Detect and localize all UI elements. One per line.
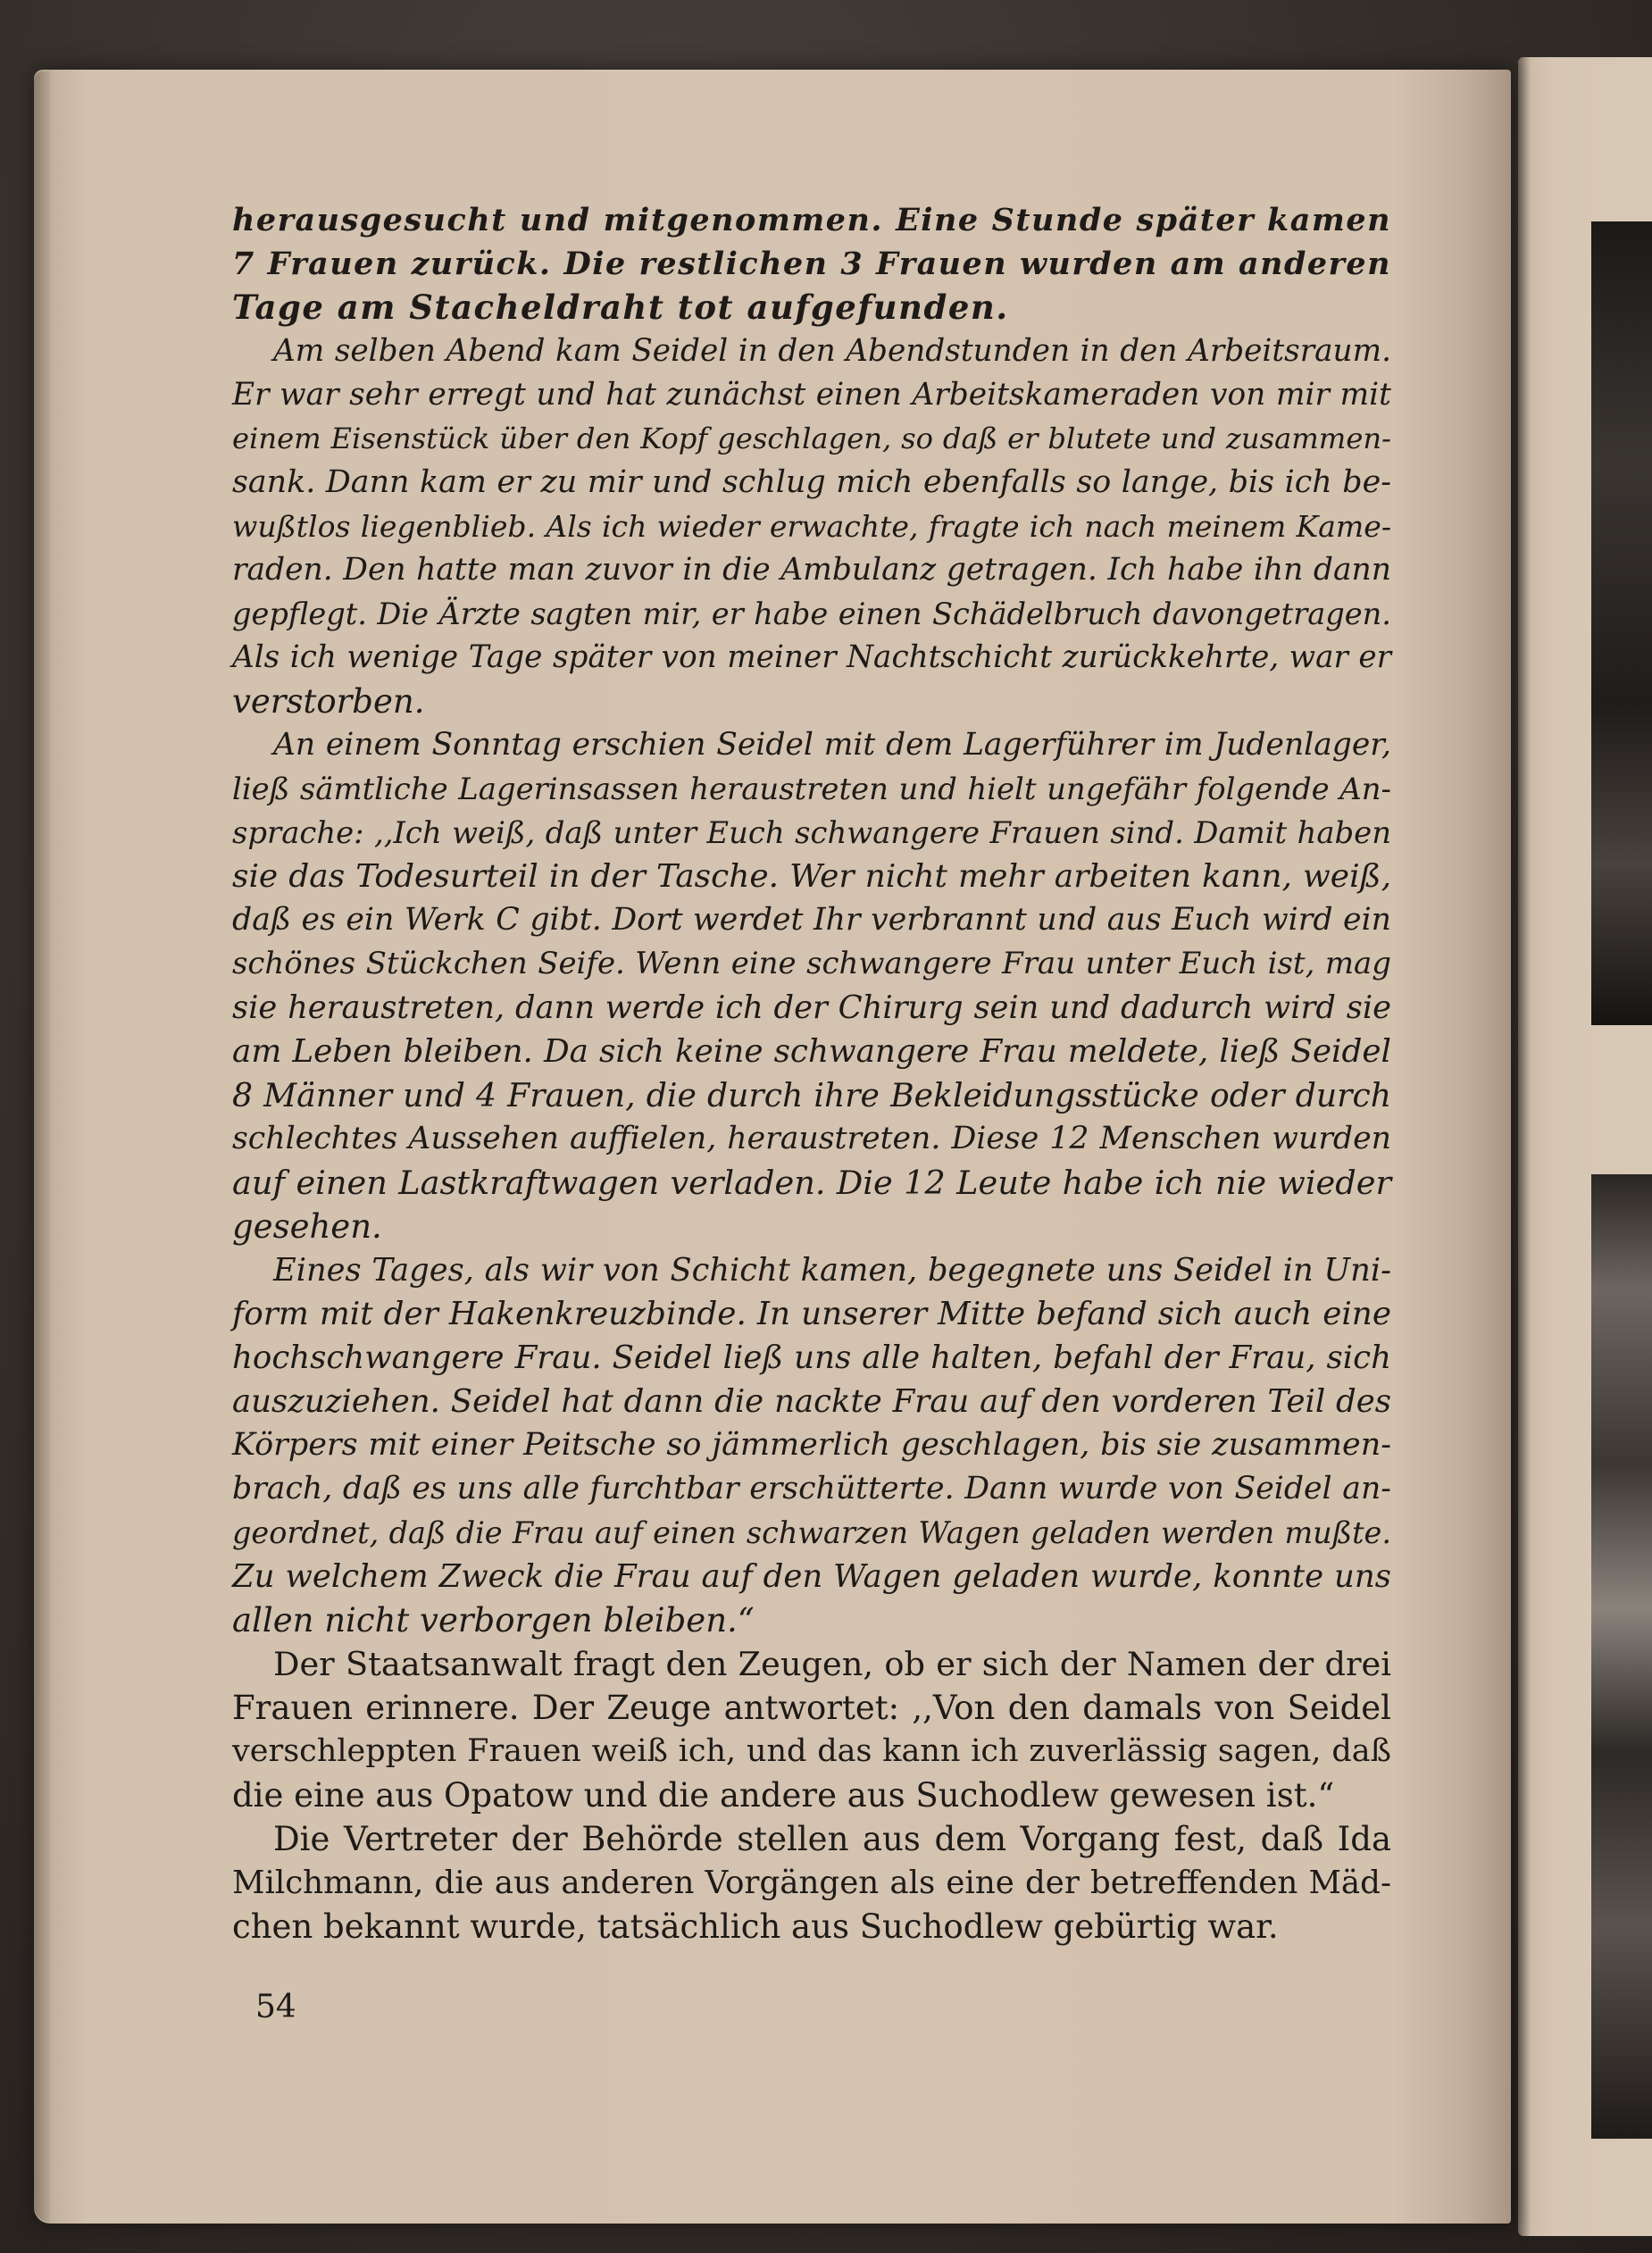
text-line: chen bekannt wurde, tatsächlich aus Suchodlew gebürtig war. — [232, 1907, 1279, 1946]
text-line: Milchmann, die aus anderen Vorgängen als eine der betreffenden Mäd- — [232, 1865, 1391, 1901]
page-number: 54 — [255, 1989, 296, 2025]
text-line: Die Vertreter der Behörde stellen aus dem Vorgang fest, daß Ida — [273, 1820, 1391, 1858]
text-line: daß es ein Werk C gibt. Dort werdet Ihr verbrannt und aus Euch wird ein — [232, 902, 1391, 938]
text-line: Körpers mit einer Peitsche so jämmerlich geschlagen, bis sie zusammen- — [232, 1427, 1391, 1463]
text-line: am Leben bleiben. Da sich keine schwangere Frau meldete, ließ Seidel — [232, 1033, 1391, 1070]
text-line: gesehen. — [232, 1207, 382, 1246]
text-line: verschleppten Frauen weiß ich, und das kann ich zuverlässig sagen, daß — [232, 1733, 1391, 1769]
text-line: Als ich wenige Tage später von meiner Nachtschicht zurückkehrte, war er — [232, 639, 1391, 675]
text-line: Eines Tages, als wir von Schicht kamen, begegnete uns Seidel in Uni- — [273, 1252, 1391, 1289]
text-line: schönes Stückchen Seife. Wenn eine schwangere Frau unter Euch ist, mag — [232, 946, 1391, 981]
text-line: verstorben. — [232, 682, 425, 721]
text-line: 7 Frauen zurück. Die restlichen 3 Frauen wurden am anderen — [232, 246, 1391, 282]
text-line: Zu welchem Zweck die Frau auf den Wagen geladen wurde, konnte uns — [232, 1558, 1391, 1595]
page-edge — [34, 71, 50, 2222]
text-line: hochschwangere Frau. Seidel ließ uns alle halten, befahl der Frau, sich — [232, 1339, 1391, 1376]
text-line: Frauen erinnere. Der Zeuge antwortet: ,,Von den damals von Seidel — [232, 1689, 1391, 1727]
text-line: An einem Sonntag erschien Seidel mit dem Lagerführer im Judenlager, — [273, 727, 1391, 763]
text-line: Er war sehr erregt und hat zunächst einen Arbeitskameraden von mir mit — [232, 377, 1391, 413]
text-line: einem Eisenstück über den Kopf geschlagen, so daß er blutete und zusammen- — [232, 421, 1391, 455]
text-line: Am selben Abend kam Seidel in den Abendstunden in den Arbeitsraum. — [273, 333, 1391, 369]
text-line: brach, daß es uns alle furchtbar erschütterte. Dann wurde von Seidel an- — [232, 1471, 1391, 1506]
text-line: auszuziehen. Seidel hat dann die nackte Frau auf den vorderen Teil des — [232, 1383, 1391, 1420]
text-line: sprache: ,,Ich weiß, daß unter Euch schwangere Frauen sind. Damit haben — [232, 815, 1391, 850]
text-line: allen nicht verborgen bleiben.“ — [232, 1601, 755, 1640]
text-line: raden. Den hatte man zuvor in die Ambulanz getragen. Ich habe ihn dann — [232, 552, 1391, 588]
text-line: Der Staatsanwalt fragt den Zeugen, ob er sich der Namen der drei — [273, 1645, 1391, 1683]
page-body-text — [232, 198, 1391, 1948]
text-line: herausgesucht und mitgenommen. Eine Stunde später kamen — [232, 202, 1391, 238]
text-line: schlechtes Aussehen auffielen, heraustreten. Diese 12 Menschen wurden — [232, 1121, 1391, 1156]
text-line: Tage am Stacheldraht tot aufgefunden. — [232, 288, 1009, 327]
text-line: ließ sämtliche Lagerinsassen heraustreten und hielt ungefähr folgende An- — [232, 772, 1391, 806]
text-line: form mit der Hakenkreuzbinde. In unserer Mitte befand sich auch eine — [232, 1296, 1391, 1332]
text-line: wußtlos liegenblieb. Als ich wieder erwachte, fragte ich nach meinem Kame- — [232, 509, 1391, 544]
text-line: die eine aus Opatow und die andere aus Suchodlew gewesen ist.“ — [232, 1776, 1335, 1815]
text-line: 8 Männer und 4 Frauen, die durch ihre Bekleidungsstücke oder durch — [232, 1076, 1391, 1114]
text-line: geordnet, daß die Frau auf einen schwarzen Wagen geladen werden mußte. — [232, 1515, 1391, 1550]
facing-page-photo-bottom — [1591, 1174, 1652, 2139]
text-line: auf einen Lastkraftwagen verladen. Die 12 Leute habe ich nie wieder — [232, 1164, 1391, 1202]
text-line: sie heraustreten, dann werde ich der Chirurg sein und dadurch wird sie — [232, 989, 1391, 1026]
text-line: gepflegt. Die Ärzte sagten mir, er habe einen Schädelbruch davongetragen. — [232, 597, 1391, 631]
text-line: sie das Todesurteil in der Tasche. Wer nicht mehr arbeiten kann, weiß, — [232, 858, 1391, 895]
text-line: sank. Dann kam er zu mir und schlug mich ebenfalls so lange, bis ich be- — [232, 464, 1391, 500]
facing-page-photo-top — [1591, 221, 1652, 1025]
